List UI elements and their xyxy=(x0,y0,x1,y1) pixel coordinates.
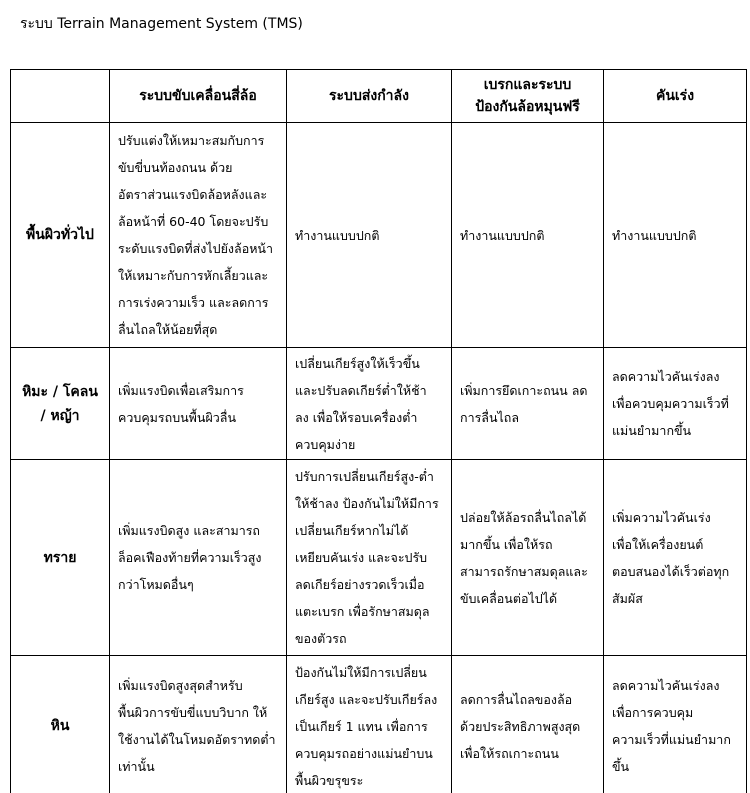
table-cell: ลดความไวคันเร่งลง เพื่อการควบคุม ความเร็วที่แม่นยำมาก ขึ้น xyxy=(604,656,747,793)
header-brakes-traction: เบรกและระบบ ป้องกันล้อหมุนฟรี xyxy=(452,70,604,123)
table-cell: ป้องกันไม่ให้มีการเปลี่ยน เกียร์สูง และจะปรับเกียร์ลง เป็นเกียร์ 1 แทน เพื่อการ ควบคุมรถอย่างแม่นยำบน พื้นผิวขรุขระ xyxy=(287,656,452,793)
document-title: ระบบ Terrain Management System (TMS) xyxy=(20,16,303,32)
table-cell: ทำงานแบบปกติ xyxy=(452,123,604,348)
table-cell: เปลี่ยนเกียร์สูงให้เร็วขึ้น และปรับลดเกียร์ต่ำให้ช้า ลง เพื่อให้รอบเครื่องต่ำ ควบคุมง่าย xyxy=(287,348,452,460)
table-cell: เพิ่มแรงบิดสูงสุดสำหรับ พื้นผิวการขับขี่แบบวิบาก ให้ ใช้งานได้ในโหมดอัตราทดต่ำ เท่านั้น xyxy=(110,656,287,793)
table-row xyxy=(11,348,747,460)
table-cell: ปรับแต่งให้เหมาะสมกับการ ขับขี่บนท้องถนน ด้วย อัตราส่วนแรงบิดล้อหลังและ ล้อหน้าที่ 60-40 โดยจะปรับ ระดับแรงบิดที่ส่งไปยังล้อหน้า ให้เหมาะกับการหักเลี้ยวและ การเร่งความเร็ว และลดการ ลื่นไถลให้น้อยที่สุด xyxy=(110,123,287,348)
header-throttle: คันเร่ง xyxy=(604,70,747,123)
header-four-wheel-drive: ระบบขับเคลื่อนสี่ล้อ xyxy=(110,70,287,123)
table-cell: ทำงานแบบปกติ xyxy=(604,123,747,348)
row-label-general: พื้นผิวทั่วไป xyxy=(11,123,110,348)
table-cell: ปรับการเปลี่ยนเกียร์สูง-ต่ำ ให้ช้าลง ป้องกันไม่ให้มีการ เปลี่ยนเกียร์หากไม่ได้ เหยียบคันเร่ง และจะปรับ ลดเกียร์อย่างรวดเร็วเมื่อ แตะเบรก เพื่อรักษาสมดุล ของตัวรถ xyxy=(287,460,452,656)
table-cell: เพิ่มแรงบิดสูง และสามารถ ล็อคเฟืองท้ายที่ความเร็วสูง กว่าโหมดอื่นๆ xyxy=(110,460,287,656)
table-cell: ลดความไวคันเร่งลง เพื่อควบคุมความเร็วที่ แม่นยำมากขึ้น xyxy=(604,348,747,460)
table-cell: ทำงานแบบปกติ xyxy=(287,123,452,348)
row-label-rock: หิน xyxy=(11,656,110,793)
row-label-sand: ทราย xyxy=(11,460,110,656)
tms-comparison-table xyxy=(10,69,747,793)
header-transmission: ระบบส่งกำลัง xyxy=(287,70,452,123)
table-cell: ลดการลื่นไถลของล้อ ด้วยประสิทธิภาพสูงสุด เพื่อให้รถเกาะถนน xyxy=(452,656,604,793)
table-cell: ปล่อยให้ล้อรถลื่นไถลได้ มากขึ้น เพื่อให้รถ สามารถรักษาสมดุลและ ขับเคลื่อนต่อไปได้ xyxy=(452,460,604,656)
row-label-snow-mud-grass: หิมะ / โคลน / หญ้า xyxy=(11,348,110,460)
table-cell: เพิ่มแรงบิดเพื่อเสริมการ ควบคุมรถบนพื้นผิวลื่น xyxy=(110,348,287,460)
table-row xyxy=(11,656,747,793)
table-cell: เพิ่มความไวคันเร่ง เพื่อให้เครื่องยนต์ ตอบสนองได้เร็วต่อทุก สัมผัส xyxy=(604,460,747,656)
table-row xyxy=(11,460,747,656)
table-row xyxy=(11,123,747,348)
header-corner xyxy=(11,70,110,123)
table-cell: เพิ่มการยึดเกาะถนน ลด การลื่นไถล xyxy=(452,348,604,460)
table-header-row xyxy=(11,70,747,123)
